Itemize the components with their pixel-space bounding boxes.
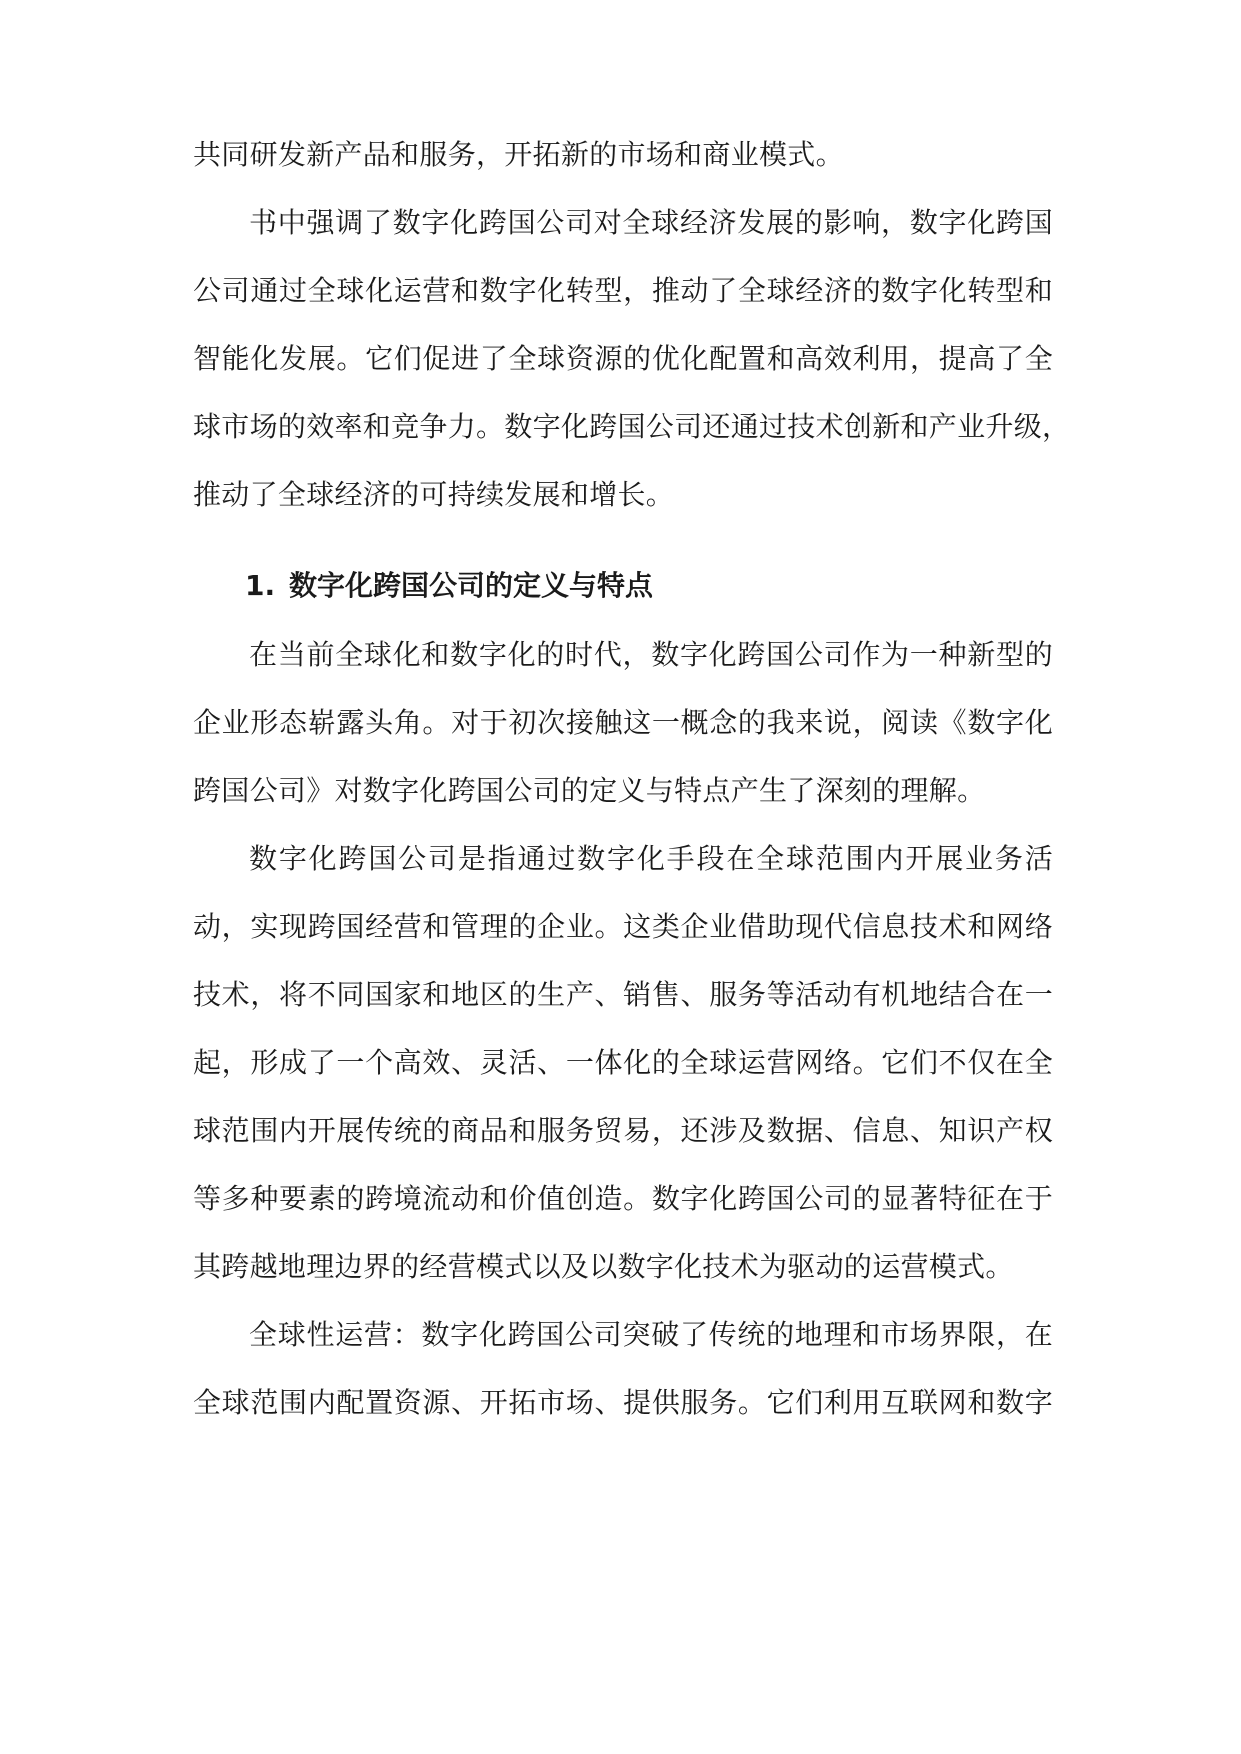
paragraph-line: 等多种要素的跨境流动和价值创造。数字化跨国公司的显著特征在于 — [193, 1182, 1053, 1215]
paragraph-line: 数字化跨国公司是指通过数字化手段在全球范围内开展业务活 — [249, 842, 1053, 875]
paragraph-line: 全球性运营：数字化跨国公司突破了传统的地理和市场界限，在 — [249, 1318, 1053, 1351]
paragraph-line: 共同研发新产品和服务，开拓新的市场和商业模式。 — [193, 138, 844, 171]
section-number: 1. — [245, 569, 276, 602]
paragraph-line: 跨国公司》对数字化跨国公司的定义与特点产生了深刻的理解。 — [193, 774, 986, 807]
paragraph-line: 球范围内开展传统的商品和服务贸易，还涉及数据、信息、知识产权 — [193, 1114, 1053, 1147]
paragraph-line: 全球范围内配置资源、开拓市场、提供服务。它们利用互联网和数字 — [193, 1386, 1053, 1419]
paragraph-line: 球市场的效率和竞争力。数字化跨国公司还通过技术创新和产业升级， — [193, 410, 1071, 443]
paragraph-line: 推动了全球经济的可持续发展和增长。 — [193, 478, 675, 511]
paragraph-line: 书中强调了数字化跨国公司对全球经济发展的影响，数字化跨国 — [249, 206, 1053, 239]
paragraph-line: 技术，将不同国家和地区的生产、销售、服务等活动有机地结合在一 — [193, 978, 1053, 1011]
paragraph-line: 起，形成了一个高效、灵活、一体化的全球运营网络。它们不仅在全 — [193, 1046, 1053, 1079]
section-heading — [245, 566, 653, 606]
paragraph-line: 公司通过全球化运营和数字化转型，推动了全球经济的数字化转型和 — [193, 274, 1053, 307]
paragraph-line: 智能化发展。它们促进了全球资源的优化配置和高效利用，提高了全 — [193, 342, 1053, 375]
paragraph-line: 在当前全球化和数字化的时代，数字化跨国公司作为一种新型的 — [249, 638, 1053, 671]
paragraph-line: 动，实现跨国经营和管理的企业。这类企业借助现代信息技术和网络 — [193, 910, 1053, 943]
section-title: 数字化跨国公司的定义与特点 — [289, 569, 654, 602]
paragraph-line: 企业形态崭露头角。对于初次接触这一概念的我来说，阅读《数字化 — [193, 706, 1053, 739]
paragraph-line: 其跨越地理边界的经营模式以及以数字化技术为驱动的运营模式。 — [193, 1250, 1014, 1283]
